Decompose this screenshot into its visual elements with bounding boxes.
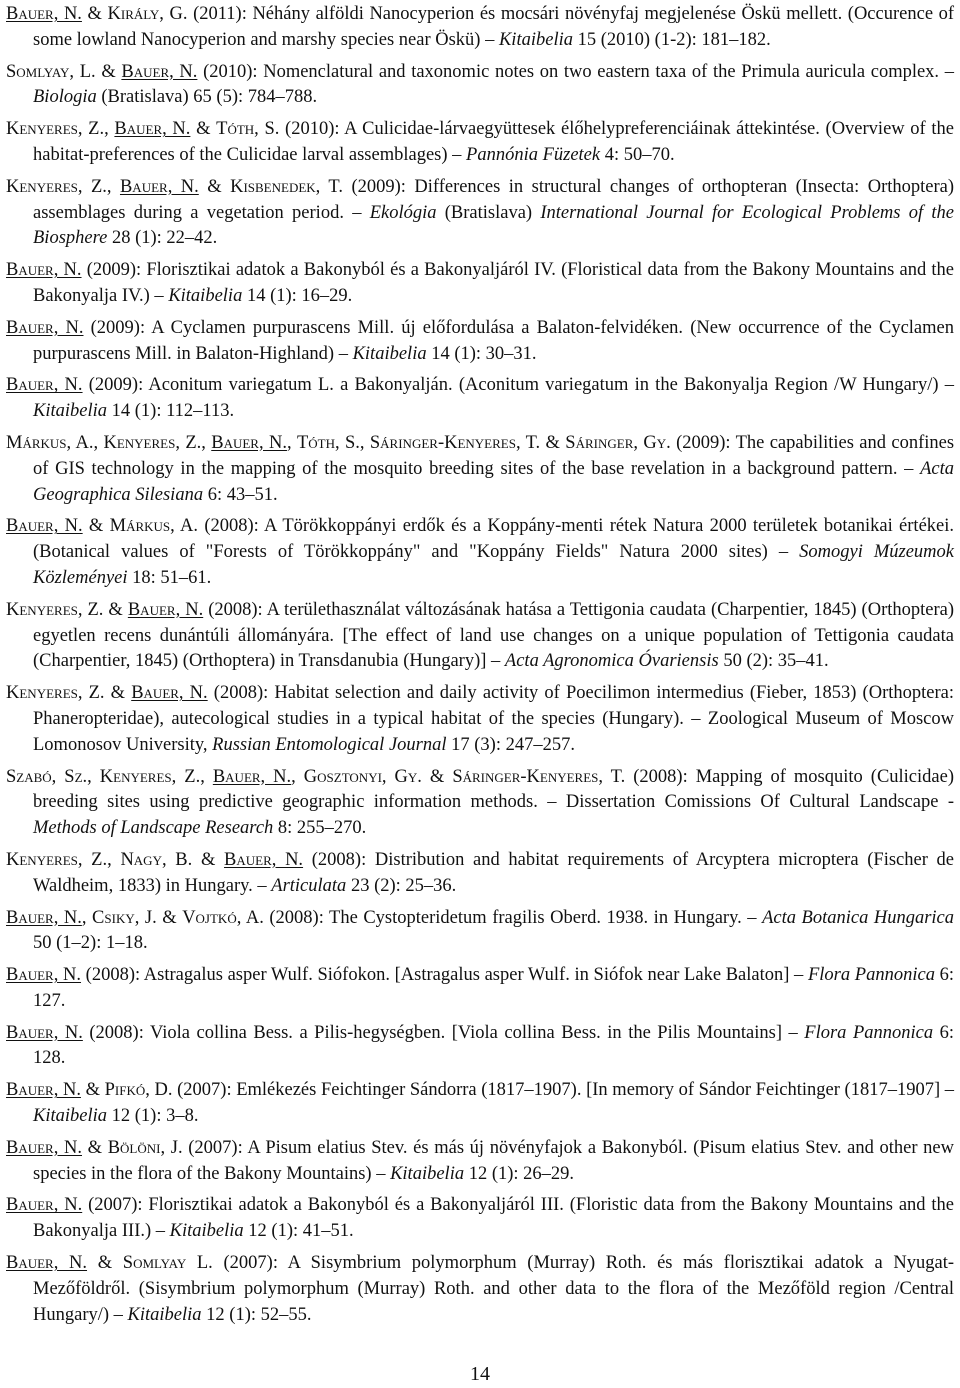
- author-name: Csiky, J.: [92, 907, 157, 928]
- reference-entry: [6, 681, 954, 758]
- reference-entry: [6, 598, 954, 675]
- reference-entry: [6, 2, 954, 54]
- reference-text: (2009): Aconitum variegatum L. a Bakonyalján. (Aconitum variegatum in the Bakonyalja Region /W Hungary/) –: [82, 375, 954, 396]
- reference-text: 50 (1–2): 1–18.: [33, 933, 148, 954]
- reference-text: &: [198, 176, 231, 197]
- reference-text: ,: [291, 766, 304, 787]
- journal-title: Kitaibelia: [127, 1304, 202, 1325]
- reference-text: (2009): Florisztikai adatok a Bakonyból és a Bakonyaljáról IV. (Floristical data from the Bakony Mountains and the Bakonyalja IV.) –: [33, 260, 954, 306]
- journal-title: Kitaibelia: [33, 1106, 107, 1127]
- reference-text: (2009): Differences in structural changes of orthopteran (Insecta: Orthoptera) assemblages during a vegetation period. –: [33, 176, 955, 223]
- author-name: Bauer, N.: [127, 599, 204, 620]
- reference-text: (2008): Distribution and habitat requirements of Arcyptera microptera (Fischer de Waldheim, 1833) in Hungary. –: [33, 849, 955, 896]
- author-name: Somlyay, L.: [6, 61, 96, 82]
- reference-entry: [6, 906, 954, 958]
- reference-text: (2008): A Törökkoppányi erdők és a Koppány-menti rétek Natura 2000 területek botanikai értékei. (Botanical values of "Forests of Törökkoppány" and "Koppány Fields" Natura 2000 sites) –: [33, 516, 955, 563]
- author-name: Kenyeres, Z.: [6, 683, 105, 704]
- author-name: Szabó, Sz.: [6, 766, 88, 787]
- reference-text: (2007): A Sisymbrium polymorphum (Murray) Roth. és más florisztikai adatok a Nyugat-Mezőföldről. (Sisymbrium polymorphum (Murray) Roth. and other data to the flora of the Mezőföld region /Central Hungary/) –: [33, 1253, 954, 1325]
- journal-title: Kitaibelia: [390, 1163, 465, 1184]
- reference-text: 6: 127.: [33, 965, 955, 1011]
- reference-text: (2008): Habitat selection and daily activity of Poecilimon intermedius (Fieber, 1853) (Orthoptera: Phaneropteridae), autecological studies in a typical habitat of the species (Hungary). – Zoological Museum of Moscow Lomonosov University,: [33, 683, 954, 755]
- author-name: Bauer, N.: [131, 683, 208, 704]
- author-name: Bauer, N.: [212, 766, 292, 787]
- reference-text: (2008): A területhasználat változásának hatása a Tettigonia caudata (Charpentier, 1845) (Orthoptera) egyetlen recens dunántúli állományára. [The effect of land use changes on a unique population of Tettigonia caudata (Charpentier, 1845) (Orthoptera) in Transdanubia (Hungary)] –: [33, 599, 955, 672]
- author-name: Sáringer-Kenyeres, T.: [369, 432, 541, 453]
- author-name: Somlyay L.: [122, 1253, 213, 1274]
- author-name: Bauer, N.: [6, 907, 82, 928]
- reference-entry: [6, 431, 954, 508]
- author-name: Bauer, N.: [6, 1137, 82, 1158]
- reference-text: &: [540, 432, 566, 453]
- reference-entry: [6, 175, 954, 252]
- reference-text: ,: [93, 432, 104, 453]
- reference-text: ,: [201, 432, 212, 453]
- reference-text: (2007): A Pisum elatius Stev. és más új növényfajok a Bakonyból. (Pisum elatius Stev. and other new species in the flora of the Bakony Mountains) –: [33, 1137, 955, 1184]
- reference-text: &: [156, 907, 183, 928]
- journal-title: Acta Geographica Silesiana: [33, 458, 954, 505]
- reference-text: 4: 50–70.: [600, 144, 675, 165]
- author-name: Pifkó, D.: [104, 1080, 173, 1101]
- reference-text: &: [82, 516, 110, 537]
- reference-text: ,: [286, 432, 297, 453]
- author-name: Bauer, N.: [211, 432, 287, 453]
- reference-entry: [6, 1251, 954, 1328]
- reference-text: ,: [359, 432, 370, 453]
- journal-title: Somogyi Múzeumok Közleményei: [33, 542, 955, 588]
- reference-text: (2007): Emlékezés Feichtinger Sándorra (1817–1907). [In memory of Sándor Feichtinger (1817–1907] –: [172, 1080, 955, 1101]
- reference-text: (Bratislava) 65 (5): 784–788.: [96, 87, 318, 108]
- reference-text: (Bratislava): [436, 202, 541, 223]
- reference-text: 12 (1): 41–51.: [243, 1221, 354, 1242]
- author-name: Bauer, N.: [6, 375, 83, 396]
- author-name: Kenyeres, Z.: [6, 176, 107, 197]
- reference-text: &: [81, 4, 108, 24]
- author-name: Bauer, N.: [6, 965, 82, 986]
- reference-text: 18: 51–61.: [127, 567, 212, 588]
- author-name: Bauer, N.: [6, 1022, 83, 1043]
- reference-text: ,: [87, 766, 100, 787]
- reference-text: (2011): Néhány alföldi Nanocyperion és mocsári növényfaj megjelenése Öskü mellett. (Occurence of some lowland Nanocyperion and marshy species near Öskü) –: [33, 4, 955, 50]
- journal-title: Articulata: [271, 875, 347, 896]
- reference-text: 28 (1): 22–42.: [107, 228, 218, 249]
- reference-text: 23 (2): 25–36.: [346, 875, 457, 896]
- reference-text: (2009): The capabilities and confines of GIS technology in the mapping of the mosquito breeding sites of the base revelation in a background pattern. –: [33, 432, 955, 479]
- reference-text: 6: 43–51.: [203, 484, 278, 505]
- reference-text: (2008): Astragalus asper Wulf. Siófokon. [Astragalus asper Wulf. in Siófok near Lake Balaton] –: [81, 965, 808, 986]
- reference-text: &: [190, 119, 217, 140]
- author-name: Kenyeres, Z.: [6, 599, 104, 620]
- journal-title: Kitaibelia: [352, 343, 427, 364]
- journal-title: International Journal for Ecological Problems of the Biosphere: [33, 202, 954, 249]
- author-name: Bauer, N.: [114, 119, 191, 140]
- reference-entry: [6, 316, 954, 368]
- author-name: Király, G.: [107, 4, 188, 24]
- journal-title: Kitaibelia: [33, 401, 107, 422]
- journal-title: Russian Entomological Journal: [212, 734, 447, 755]
- reference-text: (2008): The Cystopteridetum fragilis Oberd. 1938. in Hungary. –: [263, 907, 763, 928]
- reference-text: 8: 255–270.: [273, 818, 367, 839]
- reference-text: 17 (3): 247–257.: [446, 734, 575, 755]
- reference-text: ,: [106, 176, 120, 197]
- reference-text: (2010): A Culicidae-lárvaegyüttesek élőhelypreferenciáinak áttekintése. (Overview of the habitat-preferences of the Culicidae larval assemblages) –: [33, 119, 954, 165]
- author-name: Vojtkó, A.: [182, 907, 264, 928]
- reference-text: ,: [107, 849, 121, 870]
- reference-text: (2009): A Cyclamen purpurascens Mill. új előfordulása a Balaton-felvidéken. (New occurrence of the Cyclamen purpurascens Mill. in Balaton-Highland) –: [33, 317, 954, 364]
- reference-text: 14 (1): 30–31.: [426, 343, 537, 364]
- reference-text: ,: [81, 907, 93, 928]
- author-name: Bauer, N.: [6, 260, 82, 281]
- reference-text: 15 (2010) (1-2): 181–182.: [572, 29, 771, 50]
- reference-text: &: [103, 599, 128, 620]
- reference-text: (2007): Florisztikai adatok a Bakonyból és a Bakonyaljáról III. (Floristic data from the Bakony Mountains and the Bakonyalja III.) –: [33, 1195, 954, 1242]
- reference-text: 14 (1): 112–113.: [107, 401, 235, 422]
- journal-title: Ekológia: [369, 202, 437, 223]
- reference-entry: [6, 963, 954, 1015]
- reference-entry: [6, 60, 954, 112]
- reference-text: &: [87, 1253, 123, 1274]
- author-name: Bauer, N.: [6, 317, 84, 338]
- journal-title: Acta Botanica Hungarica: [762, 907, 955, 928]
- author-name: Tóth, S.: [216, 119, 280, 140]
- reference-text: 14 (1): 16–29.: [242, 285, 353, 306]
- journal-title: Flora Pannonica: [807, 965, 935, 986]
- author-name: Tóth, S.: [296, 432, 360, 453]
- reference-entry: [6, 765, 954, 842]
- journal-title: Kitaibelia: [168, 285, 243, 306]
- reference-text: 12 (1): 3–8.: [107, 1106, 199, 1127]
- reference-text: &: [82, 1137, 108, 1158]
- author-name: Bauer, N.: [6, 4, 82, 24]
- author-name: Bauer, N.: [119, 176, 199, 197]
- author-name: Márkus, A.: [109, 516, 199, 537]
- reference-text: 6: 128.: [33, 1022, 955, 1069]
- reference-text: (2008): Viola collina Bess. a Pilis-hegységben. [Viola collina Bess. in the Pilis Mountains] –: [82, 1022, 805, 1043]
- reference-text: &: [421, 766, 453, 787]
- journal-title: Flora Pannonica: [804, 1022, 934, 1043]
- reference-entry: [6, 848, 954, 900]
- reference-entry: [6, 258, 954, 310]
- author-name: Sáringer, Gy.: [565, 432, 671, 453]
- reference-entry: [6, 1193, 954, 1245]
- author-name: Gosztonyi, Gy.: [303, 766, 422, 787]
- author-name: Márkus, A.: [6, 432, 94, 453]
- author-name: Bauer, N.: [6, 516, 83, 537]
- reference-text: &: [80, 1080, 105, 1101]
- author-name: Kenyeres, Z.: [6, 849, 108, 870]
- author-name: Bauer, N.: [6, 1253, 88, 1274]
- author-name: Bauer, N.: [6, 1195, 83, 1216]
- author-name: Kisbenedek, T.: [230, 176, 343, 197]
- reference-text: (2008): Mapping of mosquito (Culicidae) breeding sites using predictive geographic information methods. – Dissertation Comissions Of Cultural Landscape -: [33, 766, 954, 813]
- journal-title: Kitaibelia: [498, 29, 573, 50]
- author-name: Sáringer-Kenyeres, T.: [452, 766, 626, 787]
- author-name: Nagy, B.: [120, 849, 193, 870]
- reference-entry: [6, 514, 954, 591]
- page-number: 14: [470, 1363, 490, 1385]
- journal-title: Acta Agronomica Óvariensis: [504, 651, 719, 672]
- reference-text: 12 (1): 52–55.: [201, 1304, 312, 1325]
- reference-list: [6, 2, 954, 1334]
- reference-entry: [6, 373, 954, 425]
- author-name: Bauer, N.: [121, 61, 198, 82]
- reference-text: 50 (2): 35–41.: [718, 651, 829, 672]
- reference-text: 12 (1): 26–29.: [464, 1163, 575, 1184]
- reference-text: (2010): Nomenclatural and taxonomic notes on two eastern taxa of the Primula auricula complex. –: [197, 61, 954, 82]
- author-name: Bauer, N.: [224, 849, 304, 870]
- author-name: Bauer, N.: [6, 1080, 81, 1101]
- reference-entry: [6, 1078, 954, 1130]
- reference-entry: [6, 1021, 954, 1073]
- reference-entry: [6, 1136, 954, 1188]
- journal-title: Biologia: [33, 87, 97, 108]
- author-name: Bölöni, J.: [107, 1137, 183, 1158]
- journal-title: Kitaibelia: [169, 1221, 244, 1242]
- journal-title: Methods of Landscape Research: [33, 818, 274, 839]
- author-name: Kenyeres, Z.: [6, 119, 105, 140]
- reference-text: ,: [200, 766, 213, 787]
- reference-text: &: [95, 61, 122, 82]
- reference-text: ,: [104, 119, 115, 140]
- journal-title: Pannónia Füzetek: [466, 144, 601, 165]
- reference-text: &: [192, 849, 225, 870]
- author-name: Kenyeres, Z.: [99, 766, 201, 787]
- author-name: Kenyeres, Z.: [103, 432, 202, 453]
- reference-entry: [6, 117, 954, 169]
- reference-text: &: [104, 683, 132, 704]
